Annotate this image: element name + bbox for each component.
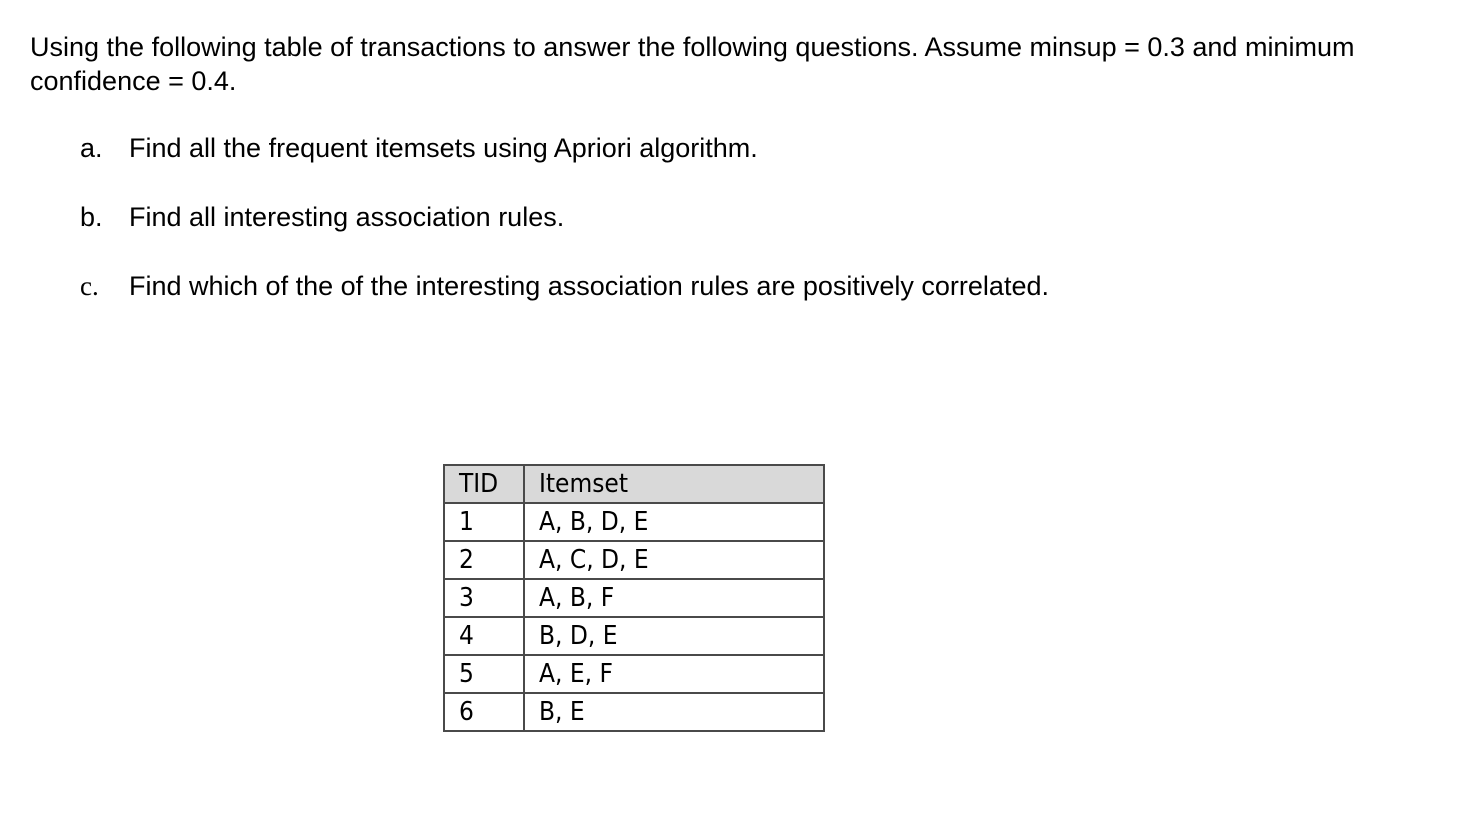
question-marker: b. [80,202,103,232]
table-row [444,617,824,655]
itemset-cell: A, E, F [524,655,824,693]
tid-cell: 3 [444,579,524,617]
question-marker: a. [80,133,103,163]
column-header-tid: TID [444,465,524,503]
question-marker: c. [80,271,99,301]
tid-cell: 4 [444,617,524,655]
problem-intro: Using the following table of transactions to answer the following questions. Assume minsup = 0.3 and minimum confidence = 0.4. [30,32,1355,96]
question-c [80,269,1049,303]
itemset-cell: A, B, D, E [524,503,824,541]
question-text: Find all interesting association rules. [129,202,565,232]
tid-cell: 2 [444,541,524,579]
itemset-cell: B, E [524,693,824,731]
table-row [444,693,824,731]
itemset-cell: A, C, D, E [524,541,824,579]
itemset-cell: B, D, E [524,617,824,655]
table-row [444,655,824,693]
question-text: Find which of the of the interesting association rules are positively correlated. [129,271,1049,301]
table-row [444,541,824,579]
tid-cell: 5 [444,655,524,693]
column-header-itemset: Itemset [524,465,824,503]
transactions-table [443,464,825,732]
question-list [80,131,1049,338]
itemset-cell: A, B, F [524,579,824,617]
question-a [80,131,1049,165]
question-text: Find all the frequent itemsets using Apriori algorithm. [129,133,758,163]
table-row [444,579,824,617]
table-header-row [444,465,824,503]
tid-cell: 1 [444,503,524,541]
table-row [444,503,824,541]
question-b [80,200,1049,234]
tid-cell: 6 [444,693,524,731]
